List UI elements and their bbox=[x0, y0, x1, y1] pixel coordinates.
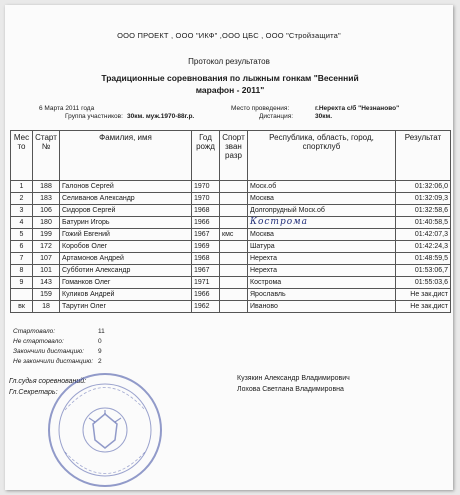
cell-name: Сидоров Сергей bbox=[60, 205, 192, 217]
cell-start: 183 bbox=[33, 193, 60, 205]
cell-result: 01:32:06,0 bbox=[396, 181, 451, 193]
cell-year: 1967 bbox=[192, 229, 220, 241]
stat-label: Не закончили дистанцию: bbox=[13, 358, 94, 365]
stat-value: 11 bbox=[98, 328, 105, 335]
cell-region: Ярославль bbox=[248, 289, 396, 301]
stat-line bbox=[13, 328, 105, 335]
cell-place: 1 bbox=[11, 181, 33, 193]
col-result-header: Результат bbox=[396, 131, 451, 181]
cell-region: Кострома bbox=[248, 217, 396, 229]
distance-value-text: 30км. bbox=[315, 113, 333, 120]
cell-start: 106 bbox=[33, 205, 60, 217]
cell-year: 1971 bbox=[192, 277, 220, 289]
cell-start: 199 bbox=[33, 229, 60, 241]
table-row bbox=[11, 229, 451, 241]
cell-region: Шатура bbox=[248, 241, 396, 253]
stat-label: Стартовало: bbox=[13, 328, 56, 335]
venue-value bbox=[315, 105, 399, 113]
table-row bbox=[11, 289, 451, 301]
stat-value: 9 bbox=[98, 348, 102, 355]
cell-year: 1968 bbox=[192, 205, 220, 217]
col-rank-header: Спорт зван разр bbox=[220, 131, 248, 181]
cell-result: Не зак.дист bbox=[396, 289, 451, 301]
cell-name: Куликов Андрей bbox=[60, 289, 192, 301]
cell-region: Долгопрудный Моск.об bbox=[248, 205, 396, 217]
event-title-line-1: Традиционные соревнования по лыжным гонкам "Весенний bbox=[101, 73, 359, 83]
cell-rank bbox=[220, 265, 248, 277]
table-header-row bbox=[11, 131, 451, 181]
venue-value-text: г.Нерехта с/б "Незнаново" bbox=[315, 105, 400, 112]
cell-year: 1969 bbox=[192, 241, 220, 253]
protocol-heading: Протокол результатов bbox=[188, 57, 270, 66]
cell-name: Тарутин Олег bbox=[60, 301, 192, 313]
distance-value bbox=[315, 113, 332, 121]
group-value-text: 30км. муж.1970-88г.р. bbox=[127, 113, 195, 120]
cell-place bbox=[11, 289, 33, 301]
stat-line bbox=[13, 358, 102, 365]
col-start-header: Старт № bbox=[33, 131, 60, 181]
cell-region: Кострома bbox=[248, 277, 396, 289]
cell-start: 107 bbox=[33, 253, 60, 265]
cell-place: 9 bbox=[11, 277, 33, 289]
venue-label: Место проведения: bbox=[231, 105, 290, 112]
col-place-header: Мес то bbox=[11, 131, 33, 181]
cell-start: 143 bbox=[33, 277, 60, 289]
cell-rank bbox=[220, 181, 248, 193]
stat-label: Закончили дистанцию: bbox=[13, 348, 84, 355]
cell-year: 1970 bbox=[192, 181, 220, 193]
cell-name: Селиванов Александр bbox=[60, 193, 192, 205]
cell-region: Иваново bbox=[248, 301, 396, 313]
cell-result: Не зак.дист bbox=[396, 301, 451, 313]
table-row bbox=[11, 301, 451, 313]
cell-place: вк bbox=[11, 301, 33, 313]
cell-name: Артамонов Андрей bbox=[60, 253, 192, 265]
cell-place: 6 bbox=[11, 241, 33, 253]
cell-name: Гоманков Олег bbox=[60, 277, 192, 289]
cell-start: 18 bbox=[33, 301, 60, 313]
official-stamp-icon bbox=[45, 370, 165, 490]
cell-region: Нерехта bbox=[248, 265, 396, 277]
cell-place: 5 bbox=[11, 229, 33, 241]
col-year-header: Год рожд bbox=[192, 131, 220, 181]
table-row bbox=[11, 253, 451, 265]
cell-region: Нерехта bbox=[248, 253, 396, 265]
cell-region: Моск.об bbox=[248, 181, 396, 193]
distance-label: Дистанция: bbox=[259, 113, 294, 120]
secretary-name: Лохова Светлана Владимировна bbox=[237, 386, 344, 393]
cell-result: 01:32:09,3 bbox=[396, 193, 451, 205]
cell-place: 3 bbox=[11, 205, 33, 217]
cell-result: 01:48:59,5 bbox=[396, 253, 451, 265]
results-document bbox=[5, 5, 453, 490]
table-row bbox=[11, 241, 451, 253]
cell-result: 01:53:06,7 bbox=[396, 265, 451, 277]
event-title bbox=[65, 72, 395, 96]
stat-line bbox=[13, 338, 102, 345]
cell-rank bbox=[220, 253, 248, 265]
cell-rank bbox=[220, 301, 248, 313]
cell-rank bbox=[220, 241, 248, 253]
cell-place: 2 bbox=[11, 193, 33, 205]
stat-value: 2 bbox=[98, 358, 102, 365]
stat-line bbox=[13, 348, 102, 355]
secretary-label: Гл.Секретарь: bbox=[9, 389, 58, 396]
cell-result: 01:32:58,6 bbox=[396, 205, 451, 217]
cell-place: 4 bbox=[11, 217, 33, 229]
cell-year: 1966 bbox=[192, 289, 220, 301]
cell-rank bbox=[220, 193, 248, 205]
cell-result: 01:55:03,6 bbox=[396, 277, 451, 289]
table-row bbox=[11, 217, 451, 229]
event-date: 6 Марта 2011 года bbox=[39, 105, 95, 112]
cell-start: 172 bbox=[33, 241, 60, 253]
cell-result: 01:42:07,3 bbox=[396, 229, 451, 241]
cell-result: 01:42:24,3 bbox=[396, 241, 451, 253]
table-row bbox=[11, 193, 451, 205]
cell-rank bbox=[220, 289, 248, 301]
group-label: Группа участников: bbox=[65, 113, 123, 120]
table-row bbox=[11, 181, 451, 193]
cell-name: Галонов Сергей bbox=[60, 181, 192, 193]
cell-result: 01:40:58,5 bbox=[396, 217, 451, 229]
group-value bbox=[127, 113, 194, 121]
cell-place: 7 bbox=[11, 253, 33, 265]
cell-name: Субботин Александр bbox=[60, 265, 192, 277]
stat-value: 0 bbox=[98, 338, 102, 345]
cell-rank: кмс bbox=[220, 229, 248, 241]
cell-name: Гожий Евгений bbox=[60, 229, 192, 241]
cell-year: 1962 bbox=[192, 301, 220, 313]
cell-year: 1968 bbox=[192, 253, 220, 265]
judge-label: Гл.судья соревнований: bbox=[9, 378, 87, 385]
cell-region: Москва bbox=[248, 193, 396, 205]
cell-year: 1967 bbox=[192, 265, 220, 277]
cell-place: 8 bbox=[11, 265, 33, 277]
cell-year: 1966 bbox=[192, 217, 220, 229]
col-name-header: Фамилия, имя bbox=[60, 131, 192, 181]
cell-region: Москва bbox=[248, 229, 396, 241]
cell-start: 159 bbox=[33, 289, 60, 301]
stat-label: Не стартовало: bbox=[13, 338, 64, 345]
results-table bbox=[10, 130, 451, 313]
event-title-line-2: марафон - 2011" bbox=[195, 85, 265, 95]
cell-name: Батурин Игорь bbox=[60, 217, 192, 229]
table-row bbox=[11, 265, 451, 277]
cell-rank bbox=[220, 217, 248, 229]
col-region-header: Республика, область, город, спортклуб bbox=[248, 131, 396, 181]
cell-year: 1970 bbox=[192, 193, 220, 205]
table-row bbox=[11, 205, 451, 217]
cell-start: 101 bbox=[33, 265, 60, 277]
cell-rank bbox=[220, 277, 248, 289]
cell-rank bbox=[220, 205, 248, 217]
cell-start: 188 bbox=[33, 181, 60, 193]
table-row bbox=[11, 277, 451, 289]
cell-name: Коробов Олег bbox=[60, 241, 192, 253]
organizers-line: ООО ПРОЕКТ , ООО "ИКФ" ,ООО ЦБС , ООО "Стройзащита" bbox=[117, 31, 341, 40]
cell-start: 180 bbox=[33, 217, 60, 229]
judge-name: Кузякин Александр Владимирович bbox=[237, 375, 350, 382]
